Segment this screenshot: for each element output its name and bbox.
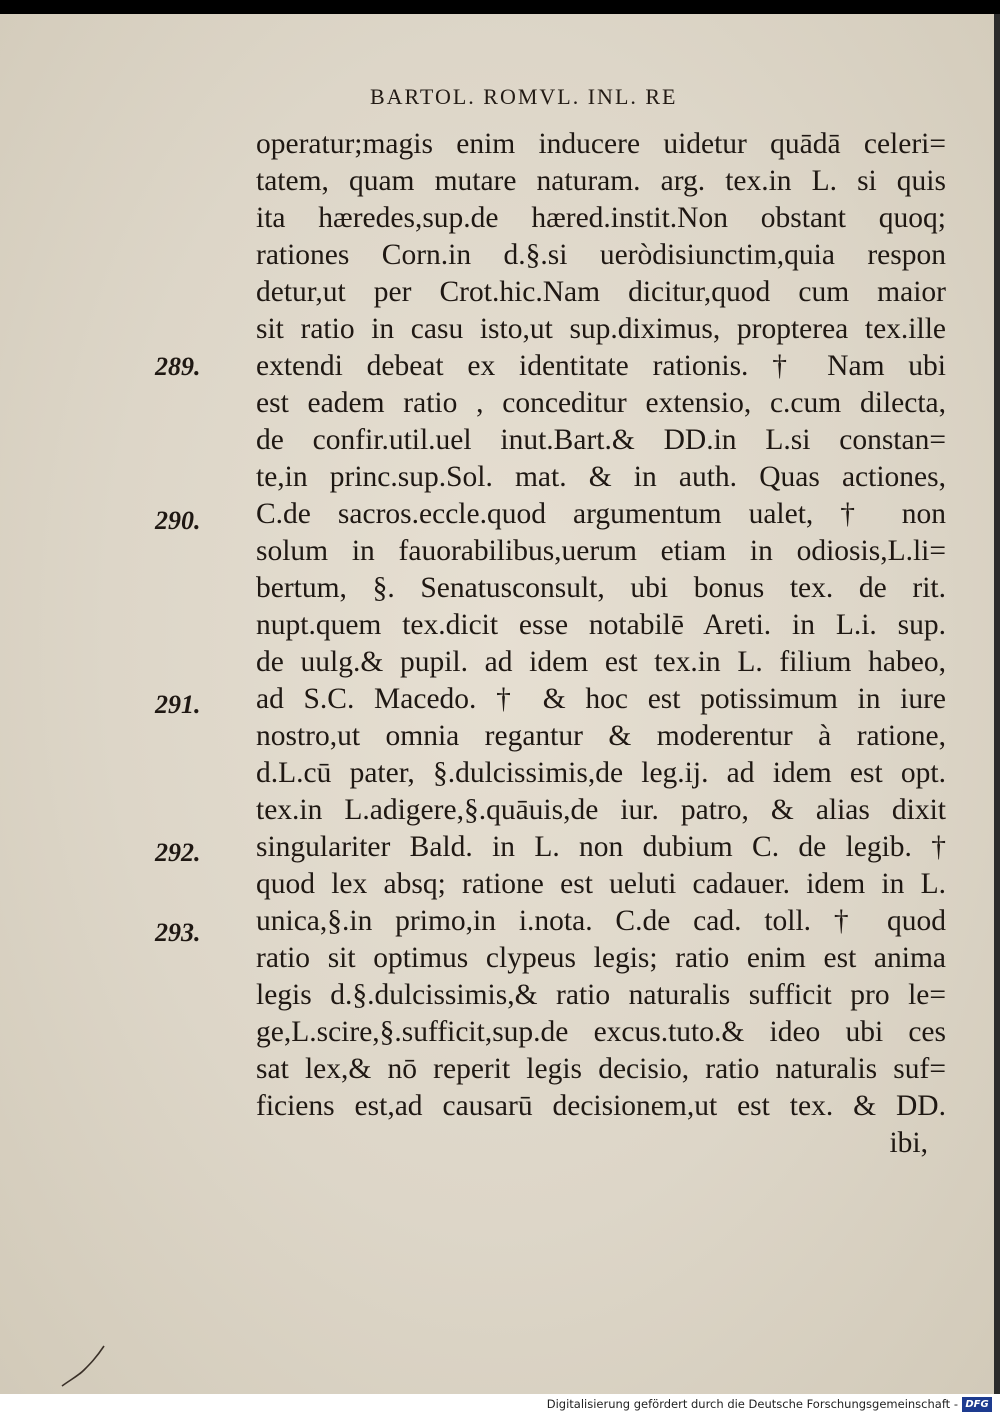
running-title: BARTOL. ROMVL. INL. RE	[370, 84, 678, 109]
text-line: sat lex,& nō reperit legis decisio, ratio naturalis suf=	[256, 1053, 946, 1085]
margin-number: 290.	[155, 506, 201, 535]
text-line: singulariter Bald. in L. non dubium C. de legib. †	[256, 831, 946, 863]
text-line: est eadem ratio , conceditur extensio, c.cum dilecta,	[256, 387, 946, 419]
text-line: unica,§.in primo,in i.nota. C.de cad. toll. † quod	[256, 905, 946, 937]
text-line: nupt.quem tex.dicit esse notabilē Areti. in L.i. sup.	[256, 609, 946, 641]
ink-mark	[60, 1340, 110, 1390]
margin-number: 293.	[155, 918, 201, 947]
text-line: rationes Corn.in d.§.si ueròdisiunctim,quia respon	[256, 239, 946, 271]
text-line: te,in princ.sup.Sol. mat. & in auth. Quas actiones,	[256, 461, 946, 493]
text-line: quod lex absq; ratione est ueluti cadauer. idem in L.	[256, 868, 946, 900]
body-text	[256, 126, 946, 1162]
catchword: ibi,	[889, 1127, 928, 1159]
text-line: ita hæredes,sup.de hæred.instit.Non obstant quoq;	[256, 202, 946, 234]
text-line: tex.in L.adigere,§.quāuis,de iur. patro, & alias dixit	[256, 794, 946, 826]
page-edge	[994, 14, 1000, 1394]
text-line: de uulg.& pupil. ad idem est tex.in L. filium habeo,	[256, 646, 946, 678]
margin-number: 292.	[155, 838, 201, 867]
text-line: d.L.cū pater, §.dulcissimis,de leg.ij. ad idem est opt.	[256, 757, 946, 789]
text-line: de confir.util.uel inut.Bart.& DD.in L.si constan=	[256, 424, 946, 456]
digitization-footer	[0, 1394, 1000, 1417]
text-line: legis d.§.dulcissimis,& ratio naturalis sufficit pro le=	[256, 979, 946, 1011]
text-line: extendi debeat ex identitate rationis. † Nam ubi	[256, 350, 946, 382]
text-line: ad S.C. Macedo. † & hoc est potissimum in iure	[256, 683, 946, 715]
text-line: ficiens est,ad causarū decisionem,ut est tex. & DD.	[256, 1090, 946, 1122]
text-line: ge,L.scire,§.sufficit,sup.de excus.tuto.& ideo ubi ces	[256, 1016, 946, 1048]
margin-number: 291.	[155, 690, 201, 719]
text-line: ratio sit optimus clypeus legis; ratio enim est anima	[256, 942, 946, 974]
text-line: sit ratio in casu isto,ut sup.diximus, propterea tex.ille	[256, 313, 946, 345]
margin-number: 289.	[155, 352, 201, 381]
text-line: C.de sacros.eccle.quod argumentum ualet, † non	[256, 498, 946, 530]
text-line: solum in fauorabilibus,uerum etiam in odiosis,L.li=	[256, 535, 946, 567]
text-line: detur,ut per Crot.hic.Nam dicitur,quod cum maior	[256, 276, 946, 308]
text-line: operatur;magis enim inducere uidetur quādā celeri=	[256, 128, 946, 160]
text-line: bertum, §. Senatusconsult, ubi bonus tex. de rit.	[256, 572, 946, 604]
text-line: tatem, quam mutare naturam. arg. tex.in L. si quis	[256, 165, 946, 197]
footer-credit: Digitalisierung gefördert durch die Deutsche Forschungsgemeinschaft -	[546, 1397, 958, 1411]
dfg-logo: DFG	[962, 1397, 992, 1412]
text-line: nostro,ut omnia regantur & moderentur à ratione,	[256, 720, 946, 752]
